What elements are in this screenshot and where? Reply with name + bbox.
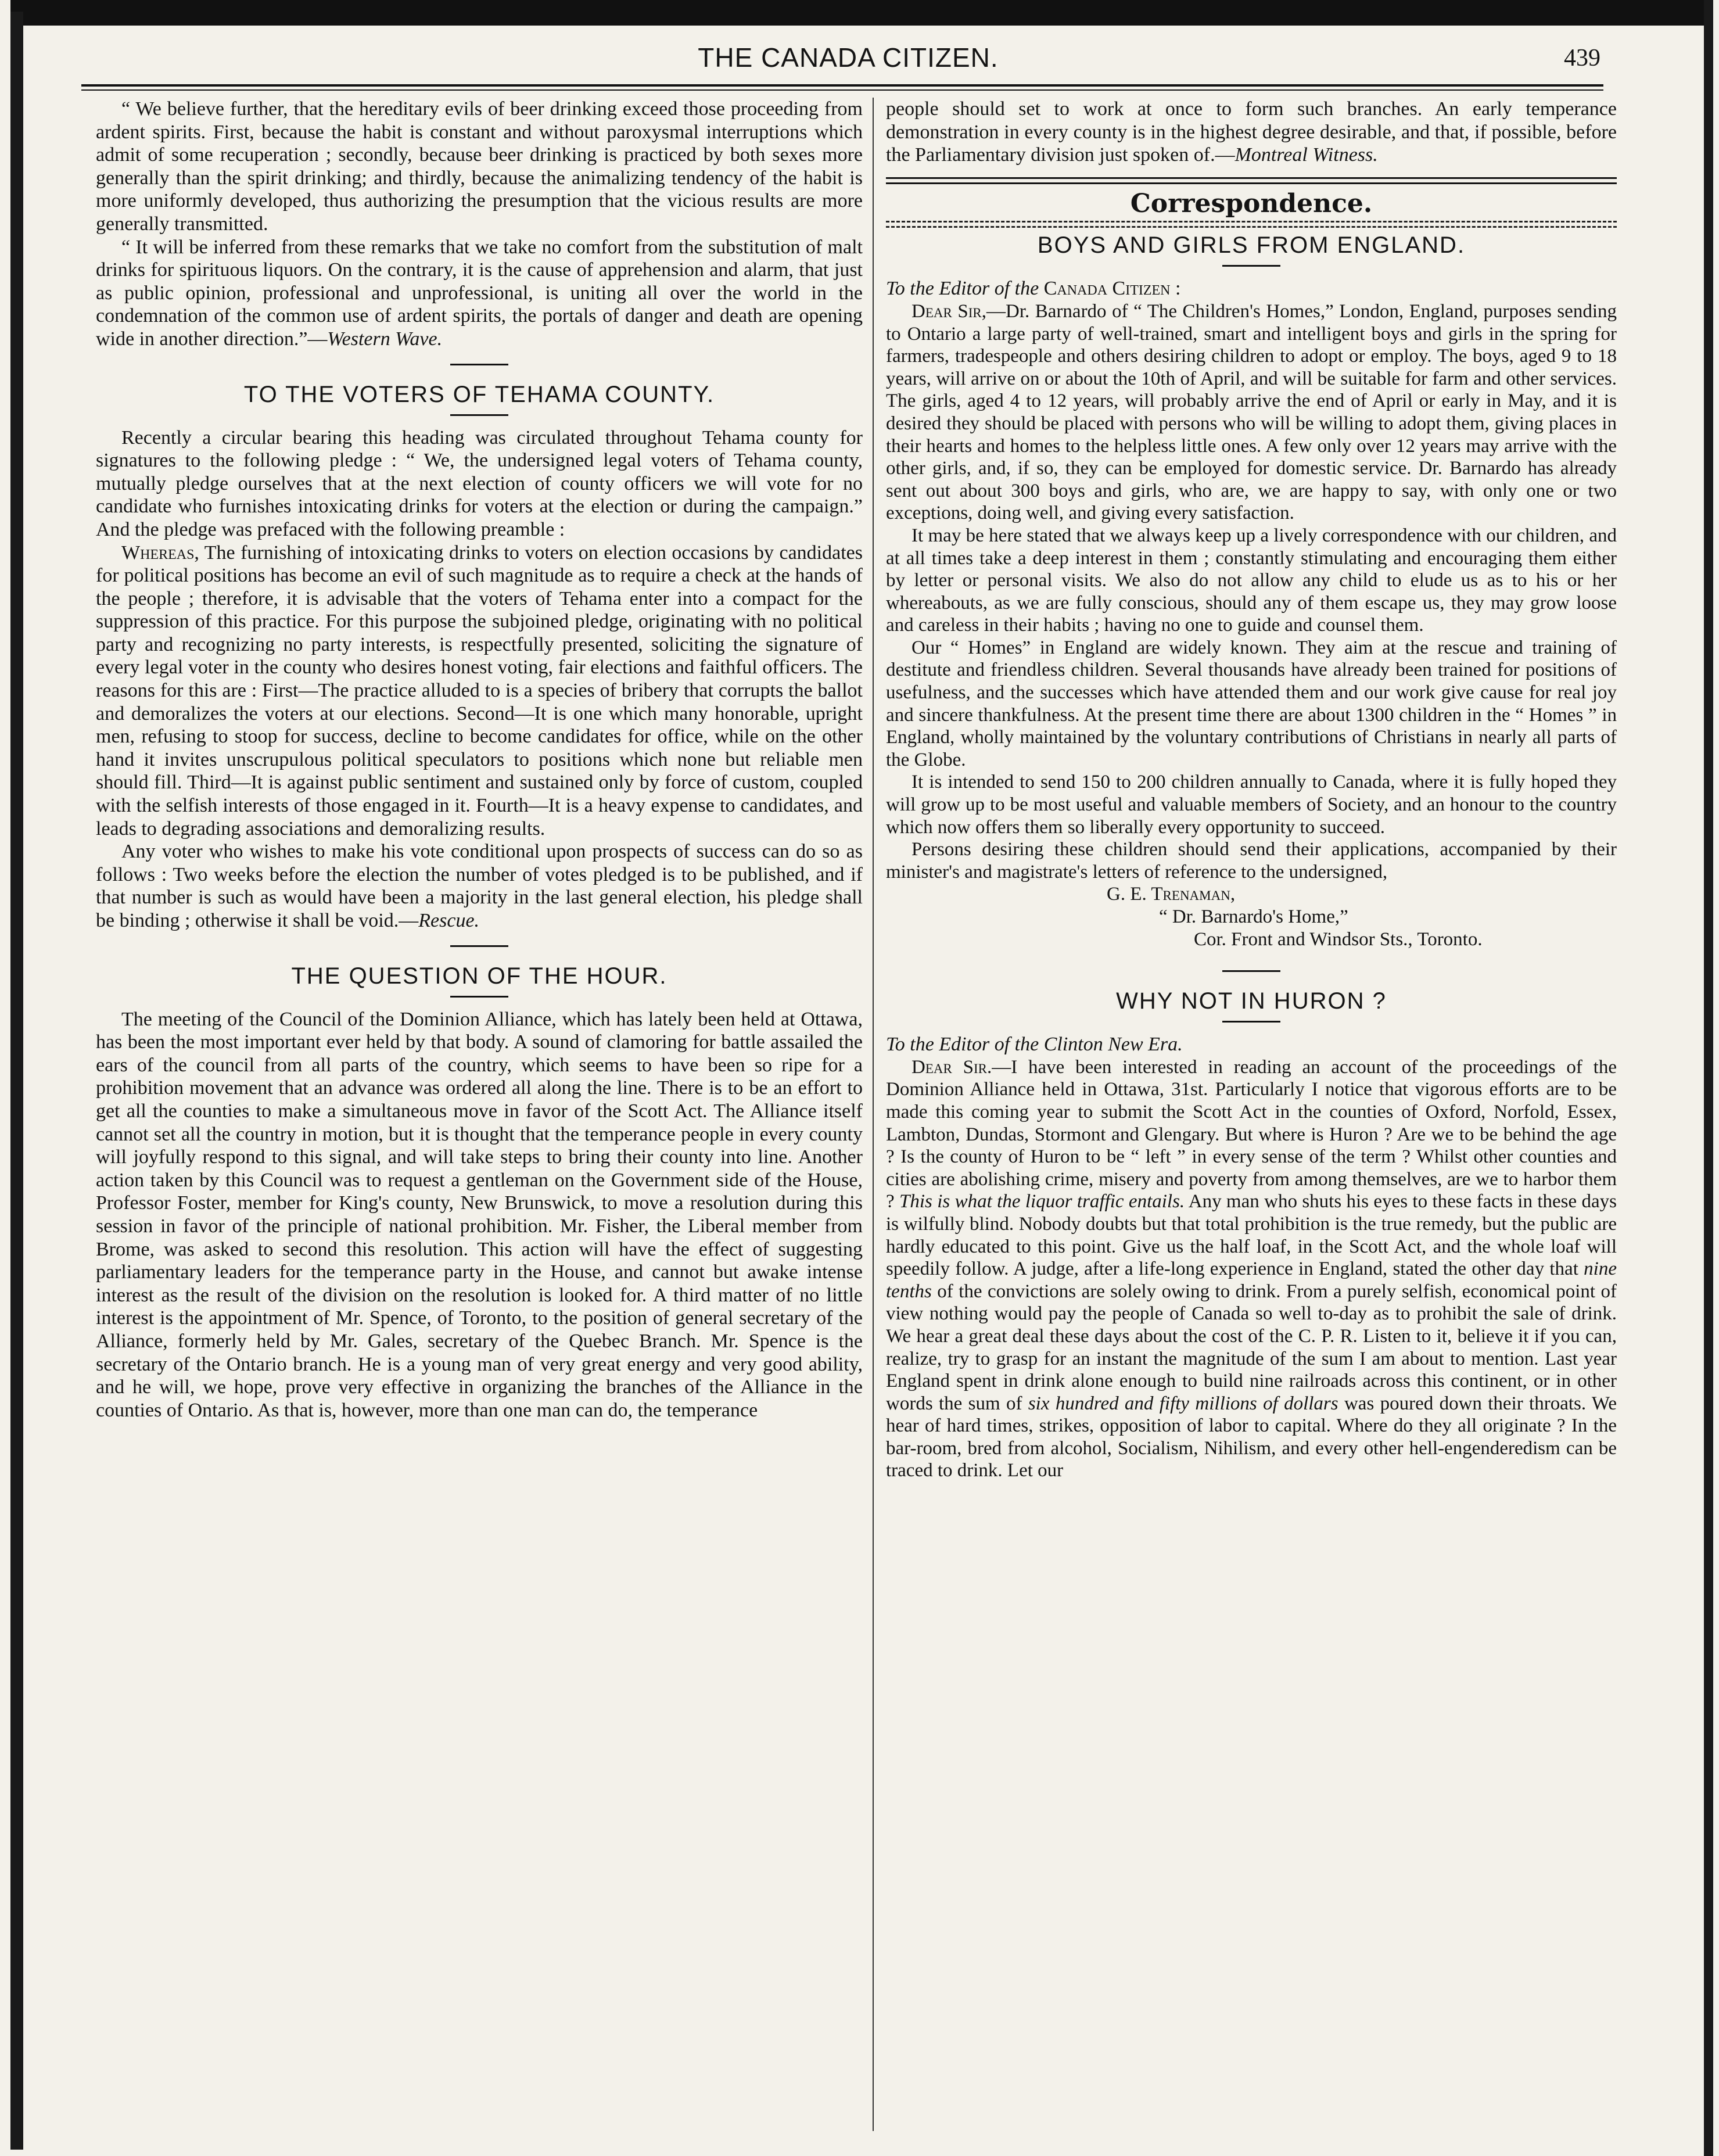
huron-italic-1: This is what the liquor traffic entails. bbox=[899, 1191, 1185, 1212]
tehama-paragraph-3 bbox=[96, 840, 863, 932]
section-rule bbox=[450, 996, 508, 998]
article-title-boys: BOYS AND GIRLS FROM ENGLAND. bbox=[1037, 232, 1466, 259]
tehama-paragraph-2 bbox=[96, 541, 863, 841]
boys-dear-sir: Dear Sir, bbox=[911, 300, 986, 322]
tehama-paragraph-2-text: The furnishing of intoxicating drinks to voters on election occasions by candidates for political positions has become an evil of such magnitude as to require a check at the hands of the people ; therefore, it is advisable that the voters of Tehama enter into a compact for the suppression of this practice. For this purpose the subjoined pledge, originating with no political party and recognizing no party interests, is respectfully presented, soliciting the signature of every legal voter in the county who desires honest voting, fair elections and faithful officers. The reasons for this are : First—The practice alluded to is a species of bribery that corrupts the ballot and demoralizes the voters at our elections. Second—It is one which many honorable, upright men, refusing to stoop for success, decline to become candidates for office, while on the other hand it invites unscrupulous political speculators to positions which none but reliable men should fill. Third—It is against public sentiment and sustained only by force of custom, coupled with the selfish interests of those engaged in it. Fourth—It is a heavy expense to candidates, and leads to degrading associations and demoralizing results. bbox=[96, 541, 863, 840]
right-column bbox=[886, 98, 1617, 1482]
correspondence-heading: Correspondence. bbox=[1130, 188, 1373, 218]
section-rule bbox=[1222, 265, 1280, 267]
signature-organization: “ Dr. Barnardo's Home,” bbox=[1159, 906, 1348, 927]
continuation-paragraph bbox=[886, 98, 1617, 167]
correspondence-dashed-rule bbox=[886, 226, 1617, 228]
tehama-paragraph-1: Recently a circular bearing this heading was circulated throughout Tehama county for signatures to the following pledge : “ We, the undersigned legal voters of Tehama county, mutually pledge ourselves that at the next election of county officers we will vote for no candidate who furnishes intoxicating drinks for voters at the election or during the campaign.” And the pledge was prefaced with the following preamble : bbox=[96, 426, 863, 540]
section-rule bbox=[1222, 970, 1280, 972]
header-rule-thin bbox=[81, 89, 1603, 91]
huron-italic-2: nine tenths bbox=[886, 1258, 1617, 1302]
boys-paragraph-1 bbox=[886, 300, 1617, 525]
section-rule bbox=[1222, 1021, 1280, 1023]
huron-letter-body bbox=[886, 1056, 1617, 1482]
quote-source: Western Wave. bbox=[327, 328, 443, 350]
continuation-text: people should set to work at once to form such branches. An early temperance demonstration in every county is in the highest degree desirable, and that, if possible, before the Parliamentary division just spoken of.— bbox=[886, 98, 1617, 166]
section-rule bbox=[450, 945, 508, 947]
huron-italic-3: six hundred and fifty millions of dollars bbox=[1028, 1393, 1338, 1414]
tehama-whereas: Whereas, bbox=[121, 541, 199, 564]
tehama-source: Rescue. bbox=[418, 910, 480, 931]
boys-paragraph-1-text: —Dr. Barnardo of “ The Children's Homes,” London, England, purposes sending to Ontario a large party of well-trained, smart and intelligent boys and girls in the spring for farmers, tradespeople and others desiring children to adopt or employ. The boys, aged 9 to 18 years, will arrive on or about the 10th of April, and will be suitable for farm and other services. The girls, aged 4 to 12 years, will probably arrive the end of April or early in May, and it is desired they should be placed with persons who will be willing to adopt them, giving places in their hearts and homes to the helpless little ones. A few only over 12 years may arrive with the other girls, and, if so, they can be employed for domestic service. Dr. Barnardo has already sent out about 300 boys and girls, who are, we are happy to say, with only one or two exceptions, doing well, and giving every satisfaction. bbox=[886, 300, 1617, 524]
page-header bbox=[96, 42, 1600, 82]
huron-text-d: was poured down their throats. We hear of hard times, strikes, opposition of labor to capital. Where do they all originate ? In the bar-room, bred from alcohol, Socialism, Nihilism, and every other hell-engenderedism can be traced to drink. Let our bbox=[886, 1393, 1617, 1481]
continuation-source: Montreal Witness. bbox=[1234, 144, 1378, 166]
boys-paragraph-3: Our “ Homes” in England are widely known. They aim at the rescue and training of destitute and friendless children. Several thousands have already been trained for positions of usefulness, and the successes which have attended them and our work give cause for real joy and sincere thankfulness. At the present time there are about 1300 children in the “ Homes ” in England, wholly maintained by the voluntary contributions of Christians in nearly all parts of the Globe. bbox=[886, 637, 1617, 770]
article-title-tehama: TO THE VOTERS OF TEHAMA COUNTY. bbox=[243, 381, 715, 407]
quote-paragraph-1: “ We believe further, that the hereditary evils of beer drinking exceed those proceeding from ardent spirits. First, because the habit is constant and without paroxysmal interruptions which admit of some recuperation ; secondly, because beer drinking is practiced by both sexes more generally than the spirit drinking; and thirdly, because the animalizing tendency of the habit is more uniformly developed, thus authorizing the presumption that the vicious results are more generally transmitted. bbox=[96, 98, 863, 235]
boys-letter-body bbox=[886, 300, 1617, 950]
scan-top-border bbox=[10, 0, 1713, 26]
quote-paragraph-2 bbox=[96, 236, 863, 351]
correspondence-rules bbox=[886, 177, 1617, 184]
quote-paragraph-2-text: “ It will be inferred from these remarks that we take no comfort from the substitution of malt drinks for spirituous liquors. On the contrary, it is the cause of apprehension and alarm, that just as public opinion, professional and unprofessional, is uniting all over the world in the condemnation of the common use of ardent spirits, the portals of danger and death are opening wide in another direction.”— bbox=[96, 236, 863, 350]
huron-dear-sir: Dear Sir. bbox=[911, 1056, 992, 1078]
boys-salutation-paper: Canada Citizen : bbox=[1043, 278, 1181, 300]
scan-right-edge bbox=[1704, 0, 1713, 2156]
left-column bbox=[96, 98, 863, 1422]
running-title: THE CANADA CITIZEN. bbox=[698, 42, 999, 73]
page-number: 439 bbox=[1564, 45, 1600, 71]
tehama-paragraph-3-text: Any voter who wishes to make his vote conditional upon prospects of success can do so as follows : Two weeks before the election the number of votes pledged is to be published, and if that number is such as would have been a majority in the last general election, his pledge shall be binding ; otherwise it shall be void.— bbox=[96, 841, 863, 931]
boys-salutation bbox=[886, 277, 1617, 300]
boys-paragraph-2: It may be here stated that we always keep up a lively correspondence with our children, and at all times take a deep interest in them ; constantly stimulating and encouraging them either by letter or personal visits. We also do not allow any child to elude us as to his or her whereabouts, as we are fully conscious, should any of them escape us, they may grow loose and careless in their habits ; having no one to guide and counsel them. bbox=[886, 525, 1617, 636]
huron-text-c: of the convictions are solely owing to drink. From a purely selfish, economical point of view nothing would pay the people of Canada so well to-day as to prohibit the sale of drink. We hear a great deal these days about the cost of the C. P. R. Listen to it, believe it if you can, realize, try to grasp for an instant the magnitude of the sum I am about to mention. Last year England spent in drink alone enough to build nine railroads across this continent, or in other words the sum of bbox=[886, 1280, 1617, 1414]
huron-text-a: —I have been interested in reading an account of the proceedings of the Dominion Alliance held in Ottawa, 31st. Particularly I notice that vigorous efforts are to be made this coming year to submit the Scott Act in the counties of Oxford, Norfold, Essex, Lambton, Dundas, Stormont and Glengary. But where is Huron ? Are we to be behind the age ? Is the county of Huron to be “ left ” in every sense of the term ? Whilst other counties and cities are abolishing crime, misery and poverty from among themselves, are we to harbor them ? bbox=[886, 1056, 1617, 1212]
huron-paragraph-1 bbox=[886, 1056, 1617, 1482]
article-title-question: THE QUESTION OF THE HOUR. bbox=[291, 963, 667, 989]
article-title-huron: WHY NOT IN HURON ? bbox=[1116, 988, 1387, 1014]
question-paragraph-1: The meeting of the Council of the Dominion Alliance, which has lately been held at Ottawa, has been the most important ever held by that body. A sound of clamoring for battle assailed the ears of the council from all parts of the country, which seems to have been so ripe for a prohibition movement that an advance was ordered all along the line. There is to be an effort to get all the counties to make a simultaneous move in favor of the Scott Act. The Alliance itself cannot set all the country in motion, but it is thought that the temperance people in every county will joyfully respond to this signal, and will take steps to bring their county into line. Another action taken by this Council was to request a gentleman on the Government side of the House, Professor Foster, member for King's county, New Brunswick, to move a resolution during this session in favor of the principle of national prohibition. Mr. Fisher, the Liberal member from Brome, was asked to second this resolution. This action will have the effect of suggesting parliamentary leaders for the temperance party in the House, and cannot but awake intense interest as the result of the division on the resolution is looked for. A third matter of no little interest is the appointment of Mr. Spence, of Toronto, to the position of general secretary of the Alliance, formerly held by Mr. Gales, secretary of the Quebec Branch. Mr. Spence is the secretary of the Ontario branch. He is a young man of very great energy and very good ability, and he will, we hope, prove very effective in organizing the branches of the Alliance in the counties of Ontario. As that is, however, more than one man can do, the temperance bbox=[96, 1008, 863, 1421]
section-rule bbox=[450, 364, 508, 365]
boys-paragraph-5: Persons desiring these children should send their applications, accompanied by their minister's and magistrate's letters of reference to the undersigned, bbox=[886, 839, 1617, 883]
scan-left-edge bbox=[10, 12, 23, 2150]
huron-salutation: To the Editor of the Clinton New Era. bbox=[886, 1034, 1183, 1056]
huron-text-b: Any man who shuts his eyes to these facts in these days is wilfully blind. Nobody doubts but that total prohibition is the true remedy, but the public are hardly educated to this point. Give us the half loaf, in the Scott Act, and the whole loaf will speedily follow. A judge, after a life-long experience in England, stated the other day that bbox=[886, 1191, 1617, 1280]
signature-name: G. E. Trenaman, bbox=[1107, 884, 1236, 905]
boys-paragraph-4: It is intended to send 150 to 200 children annually to Canada, where it is fully hoped they will grow up to be most useful and valuable members of Society, and an honour to the country which now offers them so liberally every opportunity to succeed. bbox=[886, 772, 1617, 838]
boys-salutation-italic: To the Editor of the bbox=[886, 278, 1039, 300]
column-divider bbox=[873, 98, 874, 2131]
correspondence-dashed-rule bbox=[886, 221, 1617, 223]
signature-address: Cor. Front and Windsor Sts., Toronto. bbox=[1194, 928, 1483, 950]
header-rule bbox=[81, 84, 1603, 87]
section-rule bbox=[450, 414, 508, 416]
